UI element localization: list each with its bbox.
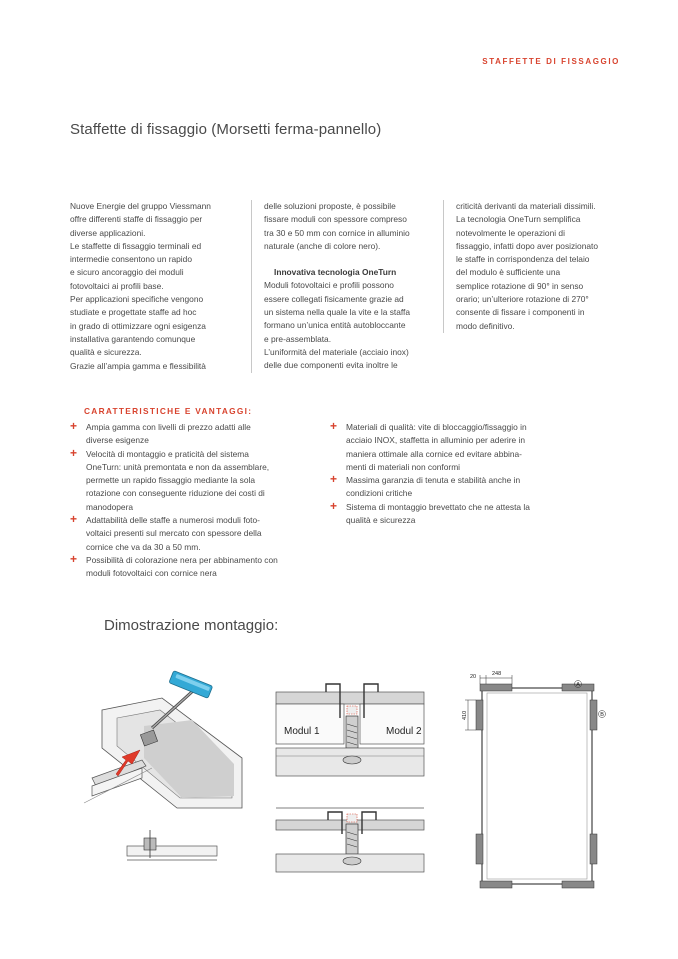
features-list-right — [330, 421, 570, 527]
modul-2-label: Modul 2 — [386, 726, 422, 737]
dimension-410: 410 — [462, 710, 468, 720]
features-list-left — [70, 421, 310, 581]
modul-1-label: Modul 1 — [284, 726, 320, 737]
intro-text-3: criticità derivanti da materiali dissimili. La tecnologia OneTurn semplifica notevolmente le operazioni di fissaggio, infatti dopo aver posizionato le staffe in corrispondenza del telaio del modulo è sufficiente una semplice rotazione di 90° in senso orario; un’ulteriore rotazione di 270° consente di fissare i componenti in modo definitivo. — [456, 201, 598, 331]
feature-item: + Velocità di montaggio e praticità del sistema OneTurn: unità premontata e non da assemblare, permette un rapido fissaggio mediante la sola rotazione con conseguente riduzione dei costi di manodopera — [70, 445, 270, 512]
plus-icon: + — [330, 472, 338, 487]
feature-item: + Sistema di montaggio brevettato che ne attesta la qualità e sicurezza — [330, 498, 530, 526]
intro-text-2a: delle soluzioni proposte, è possibile fissare moduli con spessore compreso tra 30 e 50 mm con cornice in alluminio naturale (anche di colore nero). — [264, 201, 410, 251]
plus-icon: + — [70, 419, 78, 433]
installation-perspective-diagram — [82, 668, 252, 878]
plus-icon: + — [70, 445, 78, 460]
plus-icon: + — [70, 551, 78, 566]
dimension-20: 20 — [470, 674, 477, 680]
feature-item: + Possibilità di colorazione nera per abbinamento con moduli fotovoltaici con cornice nera — [70, 551, 278, 579]
demo-heading: Dimostrazione montaggio: — [104, 617, 279, 634]
feature-item: + Massima garanzia di tenuta e stabilità anche in condizioni critiche — [330, 472, 521, 499]
intro-text-2b: Moduli fotovoltaici e profili possono essere collegati fisicamente grazie ad un sistema nella quale la vite e la staffa formano un’unica entità autobloccante e pre-assemblata. L’uniformità del materiale (acciaio inox) delle due componenti evita inoltre le — [264, 280, 411, 371]
dimension-248: 248 — [492, 671, 502, 677]
oneturn-subheading: Innovativa tecnologia OneTurn — [274, 267, 397, 278]
intro-text-1: Nuove Energie del gruppo Viessmann offre differenti staffe di fissaggio per diverse applicazioni. Le staffette di fissaggio terminali ed intermedie consentono un rapido e sicuro ancoraggio dei moduli fotovoltaici ai profili base. Per applicazioni specifiche vengono studiate e progettate staffe ad hoc in grado di ottimizzare ogni esigenza installativa garantendo comunque qualità e sicurezza. Grazie all’ampia gamma e flessibilità — [70, 201, 211, 371]
page-title: Staffette di fissaggio (Morsetti ferma-pannello) — [70, 121, 382, 138]
svg-text:A: A — [576, 682, 580, 688]
marker-b-icon — [599, 711, 606, 719]
intro-column-1 — [70, 200, 248, 373]
cross-section-diagram — [268, 676, 432, 876]
features-heading: CARATTERISTICHE E VANTAGGI: — [84, 406, 253, 416]
panel-layout-diagram — [456, 664, 612, 894]
header-section-tag: STAFFETTE DI FISSAGGIO — [482, 57, 620, 66]
plus-icon: + — [330, 498, 338, 513]
feature-item: + Materiali di qualità: vite di bloccaggio/fissaggio in acciaio INOX, staffetta in alluminio per aderire in maniera ottimale alla cornice ed evitare abbina- menti di materiali non conformi — [330, 419, 527, 472]
feature-item: + Adattabilità delle staffe a numerosi moduli foto- voltaici presenti sul mercato con spessore della cornice che va da 30 a 50 mm. — [70, 512, 262, 552]
plus-icon: + — [70, 512, 78, 527]
intro-column-2 — [251, 200, 442, 373]
plus-icon: + — [330, 419, 338, 433]
svg-text:B: B — [600, 712, 604, 718]
feature-item: + Ampia gamma con livelli di prezzo adatti alle diverse esigenze — [70, 419, 251, 446]
intro-column-3 — [443, 200, 636, 333]
